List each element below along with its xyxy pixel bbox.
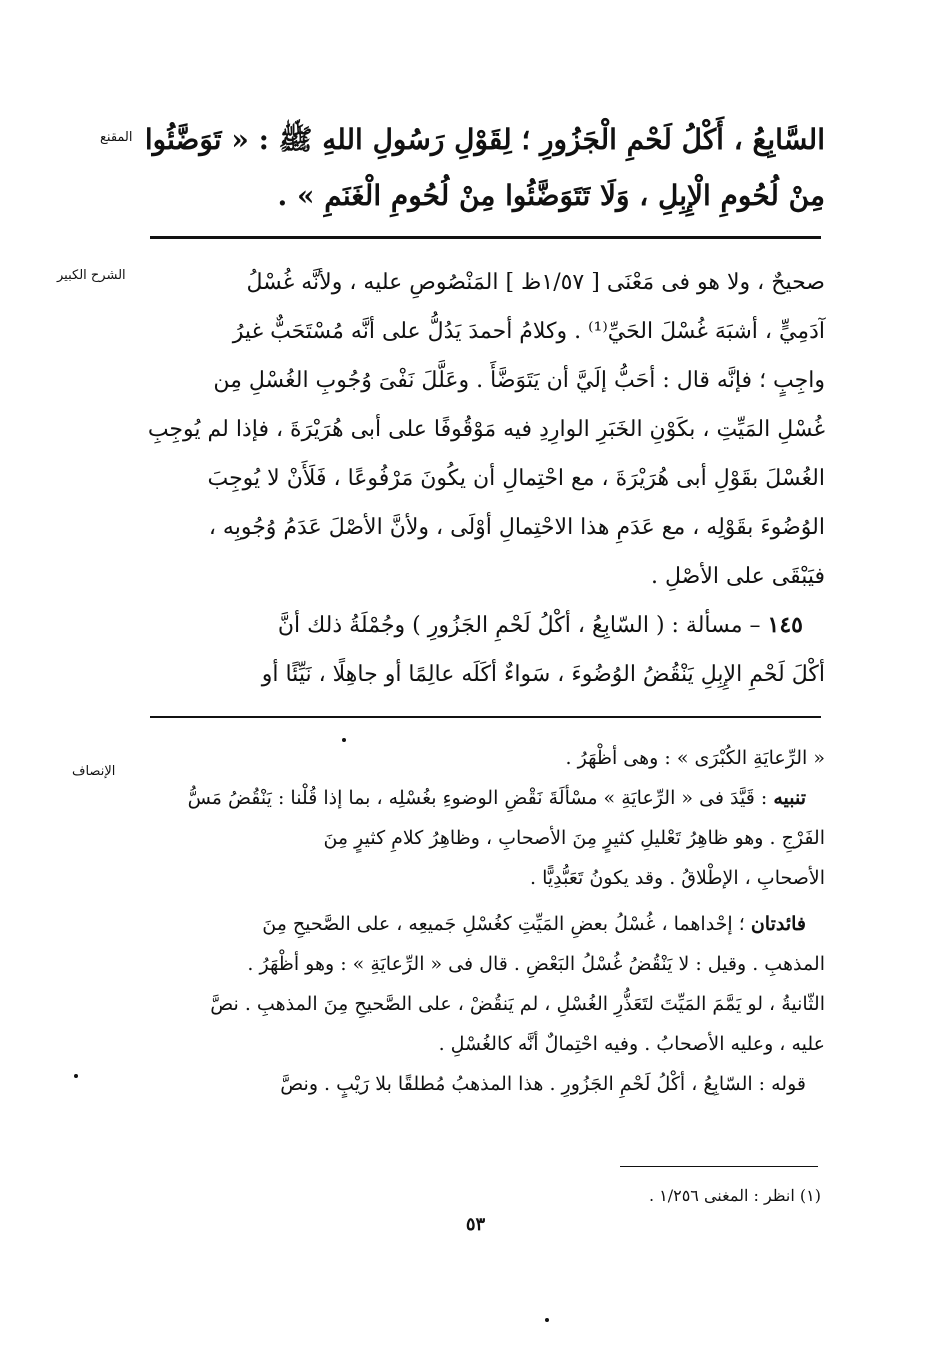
insaf-line: الفَرْجِ . وهو ظاهِرُ تَعْليلِ كثيرٍ مِنَ الأصحابِ ، وظاهِرُ كلامِ كثيرٍ مِنَ (323, 827, 825, 849)
masala-line (150, 601, 825, 650)
masala-line: أكْلَ لَحْمِ الإِبِلِ يَنْقُضُ الوُضُوءَ ، سَواءٌ أكَلَه عالِمًا أو جاهِلًا ، نَيِّئًا أو (261, 662, 825, 687)
sharh-line: فيَبْقَى على الأصْلِ . (651, 564, 825, 589)
footnote: (١) انظر : المغنى ١/٢٥٦ . (648, 1186, 821, 1205)
sharh-line: غُسْلِ المَيِّتِ ، بكَوْنِ الخَبَرِ الوارِدِ فيه مَوْقُوفًا على أبى هُرَيْرَةَ ، فإذا لم يُوجِبِ (147, 417, 825, 442)
section-divider (150, 716, 821, 718)
masala-heading: – مسألة : ( السّابِعُ ، أكْلُ لَحْمِ الجَزُورِ ) وجُمْلَةُ ذلك أنَّ (277, 613, 761, 638)
tanbih-label: تنبيه (773, 787, 806, 809)
speck (74, 1074, 78, 1078)
margin-label-sharh: الشرح الكبير (57, 268, 126, 283)
sharh-line: الوُضُوءَ بقَوْلِه ، مع عَدَمِ هذا الاحْتِمالِ أوْلَى ، ولأنَّ الأصْلَ عَدَمُ وُجُوبِه ، (208, 515, 825, 540)
muqni-line: مِنْ لُحُومِ الْإِبِلِ ، وَلَا تَتَوَضَّئُوا مِنْ لُحُومِ الْغَنَمِ » . (277, 179, 825, 212)
page-number: ٥٣ (465, 1214, 486, 1235)
insaf-line: الأصحابِ ، الإطْلاقُ . وقد يكونُ تَعَبُّدِيًّا . (529, 867, 825, 889)
speck (545, 1318, 549, 1322)
muqni-text (144, 112, 825, 224)
insaf-line: المذهبِ . وقيل : لا يَنْقُضُ غُسْلُ البَعْضِ . قال فى « الرِّعايَةِ » : وهو أظْهَرُ . (247, 953, 825, 975)
faidatan-line (150, 904, 825, 944)
insaf-line: عليه ، وعليه الأصحابُ . وفيه احْتِمالٌ أنَّه كالغُسْلِ . (438, 1033, 825, 1055)
faidatan-label: فائدتان (750, 913, 806, 935)
section-divider (150, 236, 821, 239)
qawluh-line (150, 1064, 825, 1104)
sharh-text (147, 258, 825, 699)
insaf-line: « الرِّعايَةِ الكُبْرَى » : وهى أظْهَرُ . (565, 747, 825, 769)
sharh-line: واجِبٍ ؛ فإنَّه قال : أحَبُّ إلَيَّ أن يَتَوَضَّأَ . وعَلَّلَ نَفْىَ وُجُوبِ الغُسْلِ مِن (213, 368, 825, 393)
margin-label-muqni: المقنع (100, 130, 133, 145)
insaf-text (150, 738, 825, 1104)
sharh-line: آدَمِيٍّ ، أشبَهَ غُسْلَ الحَيِّ⁽¹⁾ . وكلامُ أحمدَ يَدُلُّ على أنَّه مُسْتَحَبٌّ غيرُ (232, 319, 825, 344)
speck (342, 738, 346, 742)
qawluh-text: قوله : السّابِعُ ، أكْلُ لَحْمِ الجَزُورِ . هذا المذهبُ مُطلقًا بلا رَيْبٍ . ونصَّ (280, 1073, 806, 1095)
masala-number: ١٤٥ (767, 612, 803, 638)
footnote-divider (620, 1166, 818, 1167)
margin-label-insaf: الإنصاف (72, 764, 116, 779)
muqni-line: السَّابِعُ ، أَكْلُ لَحْمِ الْجَزُورِ ؛ لِقَوْلِ رَسُولِ اللهِ ﷺ : « تَوَضَّئُوا (144, 123, 825, 156)
sharh-line: صحيحٌ ، ولا هو فى مَعْنَى [ ١/٥٧ظ ] المَنْصُوصِ عليه ، ولأنَّه غُسْلُ (246, 270, 825, 295)
insaf-line: الثّانيةُ ، لو يَمَّمَ المَيِّتَ لتَعَذُّرِ الغُسْلِ ، لم يَنقُضْ ، على الصَّحيحِ مِنَ المذهبِ . نصَّ (210, 993, 825, 1015)
faidatan-text: ؛ إحْداهما ، غُسْلُ بعضِ المَيِّتِ كغُسْلِ جَميعِه ، على الصَّحيحِ مِنَ (262, 913, 745, 935)
sharh-line: الغُسْلَ بقَوْلِ أبى هُرَيْرَةَ ، مع احْتِمالِ أن يكُونَ مَرْفُوعًا ، فَلَأَنْ لا يُوجِبَ (207, 466, 825, 491)
tanbih-text: : قَيَّدَ فى « الرِّعايَةِ » مسْألَةَ نَقْضِ الوضوءِ بغُسْلِه ، بما إذا قُلْنا : يَنْقُضُ مَسُّ (187, 787, 768, 809)
tanbih-line (150, 778, 825, 818)
